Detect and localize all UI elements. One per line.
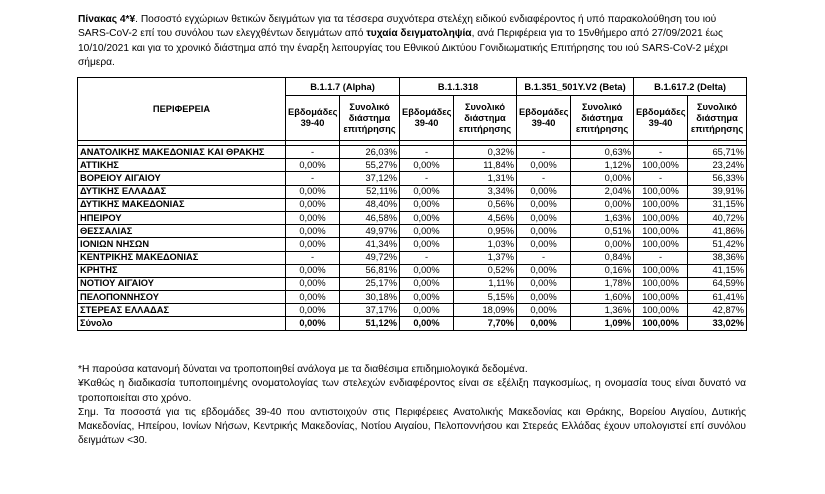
region-name: ΚΡΗΤΗΣ — [78, 264, 286, 277]
weeks-value: 0,00% — [517, 225, 571, 238]
total-period-value: 51,42% — [688, 238, 747, 251]
weeks-value: 0,00% — [286, 159, 340, 172]
weeks-value: 0,00% — [286, 238, 340, 251]
weeks-value: 0,00% — [517, 304, 571, 317]
total-period-value: 25,17% — [340, 277, 400, 290]
weeks-value: 0,00% — [286, 198, 340, 211]
weeks-value: 0,00% — [517, 238, 571, 251]
weeks-value: - — [634, 146, 688, 159]
total-period-value: 0,52% — [454, 264, 517, 277]
total-period-value: 49,97% — [340, 225, 400, 238]
weeks-value: 100,00% — [634, 211, 688, 224]
total-period-value: 1,37% — [454, 251, 517, 264]
weeks-value: - — [517, 146, 571, 159]
weeks-value: 0,00% — [517, 185, 571, 198]
table-row — [78, 251, 747, 264]
total-period-value: 7,70% — [454, 317, 517, 330]
weeks-value: 0,00% — [517, 159, 571, 172]
total-period-value: 56,81% — [340, 264, 400, 277]
weeks-value: 0,00% — [517, 264, 571, 277]
total-period-value: 26,03% — [340, 146, 400, 159]
weeks-value: 0,00% — [400, 225, 454, 238]
weeks-value: 0,00% — [400, 211, 454, 224]
weeks-value: - — [634, 172, 688, 185]
table-row — [78, 198, 747, 211]
weeks-value: 0,00% — [400, 291, 454, 304]
total-period-value: 2,04% — [571, 185, 634, 198]
weeks-value: 0,00% — [286, 277, 340, 290]
weeks-value: - — [517, 251, 571, 264]
region-name: ΑΤΤΙΚΗΣ — [78, 159, 286, 172]
table-row — [78, 291, 747, 304]
weeks-value: - — [634, 251, 688, 264]
weeks-value: 0,00% — [400, 198, 454, 211]
table-caption — [78, 13, 746, 70]
total-period-value: 0,63% — [571, 146, 634, 159]
total-period-value: 0,51% — [571, 225, 634, 238]
subheader-weeks: Εβδομάδες 39-40 — [634, 96, 688, 141]
weeks-value: - — [400, 251, 454, 264]
weeks-value: 100,00% — [634, 277, 688, 290]
total-period-value: 11,84% — [454, 159, 517, 172]
weeks-value: 0,00% — [286, 225, 340, 238]
total-period-value: 64,59% — [688, 277, 747, 290]
weeks-value: 100,00% — [634, 317, 688, 330]
total-period-value: 39,91% — [688, 185, 747, 198]
region-name: ΔΥΤΙΚΗΣ ΕΛΛΑΔΑΣ — [78, 185, 286, 198]
footnotes — [78, 363, 746, 449]
variant-header-beta: B.1.351_501Y.V2 (Beta) — [517, 78, 634, 96]
total-period-value: 55,27% — [340, 159, 400, 172]
weeks-value: 0,00% — [286, 304, 340, 317]
region-name: ΝΟΤΙΟΥ ΑΙΓΑΙΟΥ — [78, 277, 286, 290]
total-period-value: 0,84% — [571, 251, 634, 264]
region-name: ΠΕΛΟΠΟΝΝΗΣΟΥ — [78, 291, 286, 304]
table-body — [78, 141, 747, 331]
total-period-value: 51,12% — [340, 317, 400, 330]
total-period-value: 1,60% — [571, 291, 634, 304]
table-row — [78, 211, 747, 224]
subheader-total: Συνολικό διάστημα επιτήρησης — [340, 96, 400, 141]
total-period-value: 1,78% — [571, 277, 634, 290]
total-period-value: 48,40% — [340, 198, 400, 211]
weeks-value: 0,00% — [286, 317, 340, 330]
weeks-value: 0,00% — [400, 264, 454, 277]
weeks-value: 100,00% — [634, 159, 688, 172]
total-period-value: 5,15% — [454, 291, 517, 304]
total-period-value: 23,24% — [688, 159, 747, 172]
subheader-weeks: Εβδομάδες 39-40 — [286, 96, 340, 141]
total-period-value: 1,63% — [571, 211, 634, 224]
total-period-value: 40,72% — [688, 211, 747, 224]
total-period-value: 1,31% — [454, 172, 517, 185]
weeks-value: - — [400, 172, 454, 185]
total-period-value: 42,87% — [688, 304, 747, 317]
total-period-value: 4,56% — [454, 211, 517, 224]
footnote-asterisk: *Η παρούσα κατανομή δύναται να τροποποιηθεί ανάλογα με τα διαθέσιμα επιδημιολογικά δεδομένα. — [78, 364, 528, 375]
subheader-total: Συνολικό διάστημα επιτήρησης — [688, 96, 747, 141]
total-period-value: 18,09% — [454, 304, 517, 317]
total-period-value: 1,12% — [571, 159, 634, 172]
variant-header-b11318: B.1.1.318 — [400, 78, 517, 96]
weeks-value: 0,00% — [286, 185, 340, 198]
total-period-value: 41,34% — [340, 238, 400, 251]
total-period-value: 46,58% — [340, 211, 400, 224]
caption-label: Πίνακας 4*¥ — [78, 14, 136, 25]
subheader-total: Συνολικό διάστημα επιτήρησης — [454, 96, 517, 141]
table-row — [78, 304, 747, 317]
subheader-weeks: Εβδομάδες 39-40 — [400, 96, 454, 141]
region-name: ΚΕΝΤΡΙΚΗΣ ΜΑΚΕΔΟΝΙΑΣ — [78, 251, 286, 264]
total-period-value: 37,12% — [340, 172, 400, 185]
weeks-value: 0,00% — [286, 211, 340, 224]
weeks-value: 100,00% — [634, 291, 688, 304]
weeks-value: 0,00% — [400, 185, 454, 198]
total-period-value: 0,32% — [454, 146, 517, 159]
total-period-value: 0,56% — [454, 198, 517, 211]
weeks-value: 100,00% — [634, 304, 688, 317]
region-name: ΗΠΕΙΡΟΥ — [78, 211, 286, 224]
variant-header-alpha: B.1.1.7 (Alpha) — [286, 78, 400, 96]
weeks-value: 100,00% — [634, 264, 688, 277]
total-period-value: 52,11% — [340, 185, 400, 198]
total-period-value: 0,00% — [571, 172, 634, 185]
total-period-value: 33,02% — [688, 317, 747, 330]
weeks-value: 100,00% — [634, 225, 688, 238]
table-row — [78, 225, 747, 238]
total-period-value: 0,00% — [571, 238, 634, 251]
total-period-value: 37,17% — [340, 304, 400, 317]
weeks-value: 100,00% — [634, 238, 688, 251]
weeks-value: 0,00% — [517, 317, 571, 330]
caption-text-part2: , ανά Περιφέρεια για το 15νθήμερο από 27/09/2021 έως 10/10/2021 και για το χρονικό διάστημα από την έναρξη λειτουργίας του Εθνικού Δικτύου Γονιδιωματικής Επιτήρησης του ιού SARS-CoV-2 μέχρι σήμερα. — [78, 28, 728, 68]
weeks-value: 0,00% — [286, 291, 340, 304]
total-period-value: 41,15% — [688, 264, 747, 277]
weeks-value: - — [400, 146, 454, 159]
weeks-value: 100,00% — [634, 198, 688, 211]
total-row — [78, 317, 747, 330]
total-period-value: 56,33% — [688, 172, 747, 185]
total-period-value: 1,36% — [571, 304, 634, 317]
subheader-weeks: Εβδομάδες 39-40 — [517, 96, 571, 141]
total-period-value: 3,34% — [454, 185, 517, 198]
weeks-value: 0,00% — [400, 238, 454, 251]
table-row — [78, 238, 747, 251]
weeks-value: - — [517, 172, 571, 185]
region-name: ΙΟΝΙΩΝ ΝΗΣΩΝ — [78, 238, 286, 251]
total-period-value: 41,86% — [688, 225, 747, 238]
weeks-value: - — [286, 172, 340, 185]
weeks-value: 0,00% — [517, 211, 571, 224]
weeks-value: 0,00% — [286, 264, 340, 277]
total-period-value: 0,00% — [571, 198, 634, 211]
total-period-value: 1,09% — [571, 317, 634, 330]
total-period-value: 1,03% — [454, 238, 517, 251]
weeks-value: 100,00% — [634, 185, 688, 198]
total-label: Σύνολο — [78, 317, 286, 330]
total-period-value: 30,18% — [340, 291, 400, 304]
footnote-yen: ¥Καθώς η διαδικασία τυποποιημένης ονοματολογίας των στελεχών ενδιαφέροντος είναι σε εξέλιξη παγκοσμίως, η ονομασία τους είναι δυνατό να τροποποιείται στο χρόνο. — [78, 378, 746, 404]
region-name: ΔΥΤΙΚΗΣ ΜΑΚΕΔΟΝΙΑΣ — [78, 198, 286, 211]
region-name: ΣΤΕΡΕΑΣ ΕΛΛΑΔΑΣ — [78, 304, 286, 317]
weeks-value: 0,00% — [400, 277, 454, 290]
weeks-value: - — [286, 146, 340, 159]
total-period-value: 1,11% — [454, 277, 517, 290]
weeks-value: - — [286, 251, 340, 264]
region-name: ΘΕΣΣΑΛΙΑΣ — [78, 225, 286, 238]
table-row — [78, 277, 747, 290]
footnote-remark: Σημ. Τα ποσοστά για τις εβδομάδες 39-40 που αντιστοιχούν στις Περιφέρειες Ανατολικής Μακεδονίας και Θράκης, Βορείου Αιγαίου, Δυτικής Μακεδονίας, Ηπείρου, Ιονίων Νήσων, Κεντρικής Μακεδονίας, Νοτίου Αιγαίου, Πελοποννήσου και Στερεάς Ελλάδας έχουν υπολογιστεί επί συνόλου δειγμάτων <30. — [78, 406, 746, 447]
table-row — [78, 264, 747, 277]
region-name: ΒΟΡΕΙΟΥ ΑΙΓΑΙΟΥ — [78, 172, 286, 185]
table-row — [78, 185, 747, 198]
weeks-value: 0,00% — [400, 159, 454, 172]
total-period-value: 31,15% — [688, 198, 747, 211]
region-name: ΑΝΑΤΟΛΙΚΗΣ ΜΑΚΕΔΟΝΙΑΣ ΚΑΙ ΘΡΑΚΗΣ — [78, 146, 286, 159]
weeks-value: 0,00% — [400, 304, 454, 317]
total-period-value: 61,41% — [688, 291, 747, 304]
total-period-value: 38,36% — [688, 251, 747, 264]
weeks-value: 0,00% — [517, 198, 571, 211]
weeks-value: 0,00% — [517, 277, 571, 290]
total-period-value: 49,72% — [340, 251, 400, 264]
variants-table — [77, 77, 747, 331]
caption-emphasis: τυχαία δειγματοληψία — [366, 28, 472, 40]
caption-text-part1: . Ποσοστό εγχώριων θετικών δειγμάτων για τα τέσσερα συχνότερα στελέχη ειδικού ενδιαφέροντος ή υπό παρακολούθηση του ιού SARS-CoV-2 επί του συνόλου των ελεγχθέντων δειγμάτων από — [78, 14, 717, 40]
subheader-total: Συνολικό διάστημα επιτήρησης — [571, 96, 634, 141]
total-period-value: 0,16% — [571, 264, 634, 277]
weeks-value: 0,00% — [400, 317, 454, 330]
region-column-header: ΠΕΡΙΦΕΡΕΙΑ — [78, 78, 286, 141]
total-period-value: 65,71% — [688, 146, 747, 159]
variant-header-delta: B.1.617.2 (Delta) — [634, 78, 747, 96]
table-row — [78, 172, 747, 185]
weeks-value: 0,00% — [517, 291, 571, 304]
table-row — [78, 146, 747, 159]
total-period-value: 0,95% — [454, 225, 517, 238]
table-row — [78, 159, 747, 172]
